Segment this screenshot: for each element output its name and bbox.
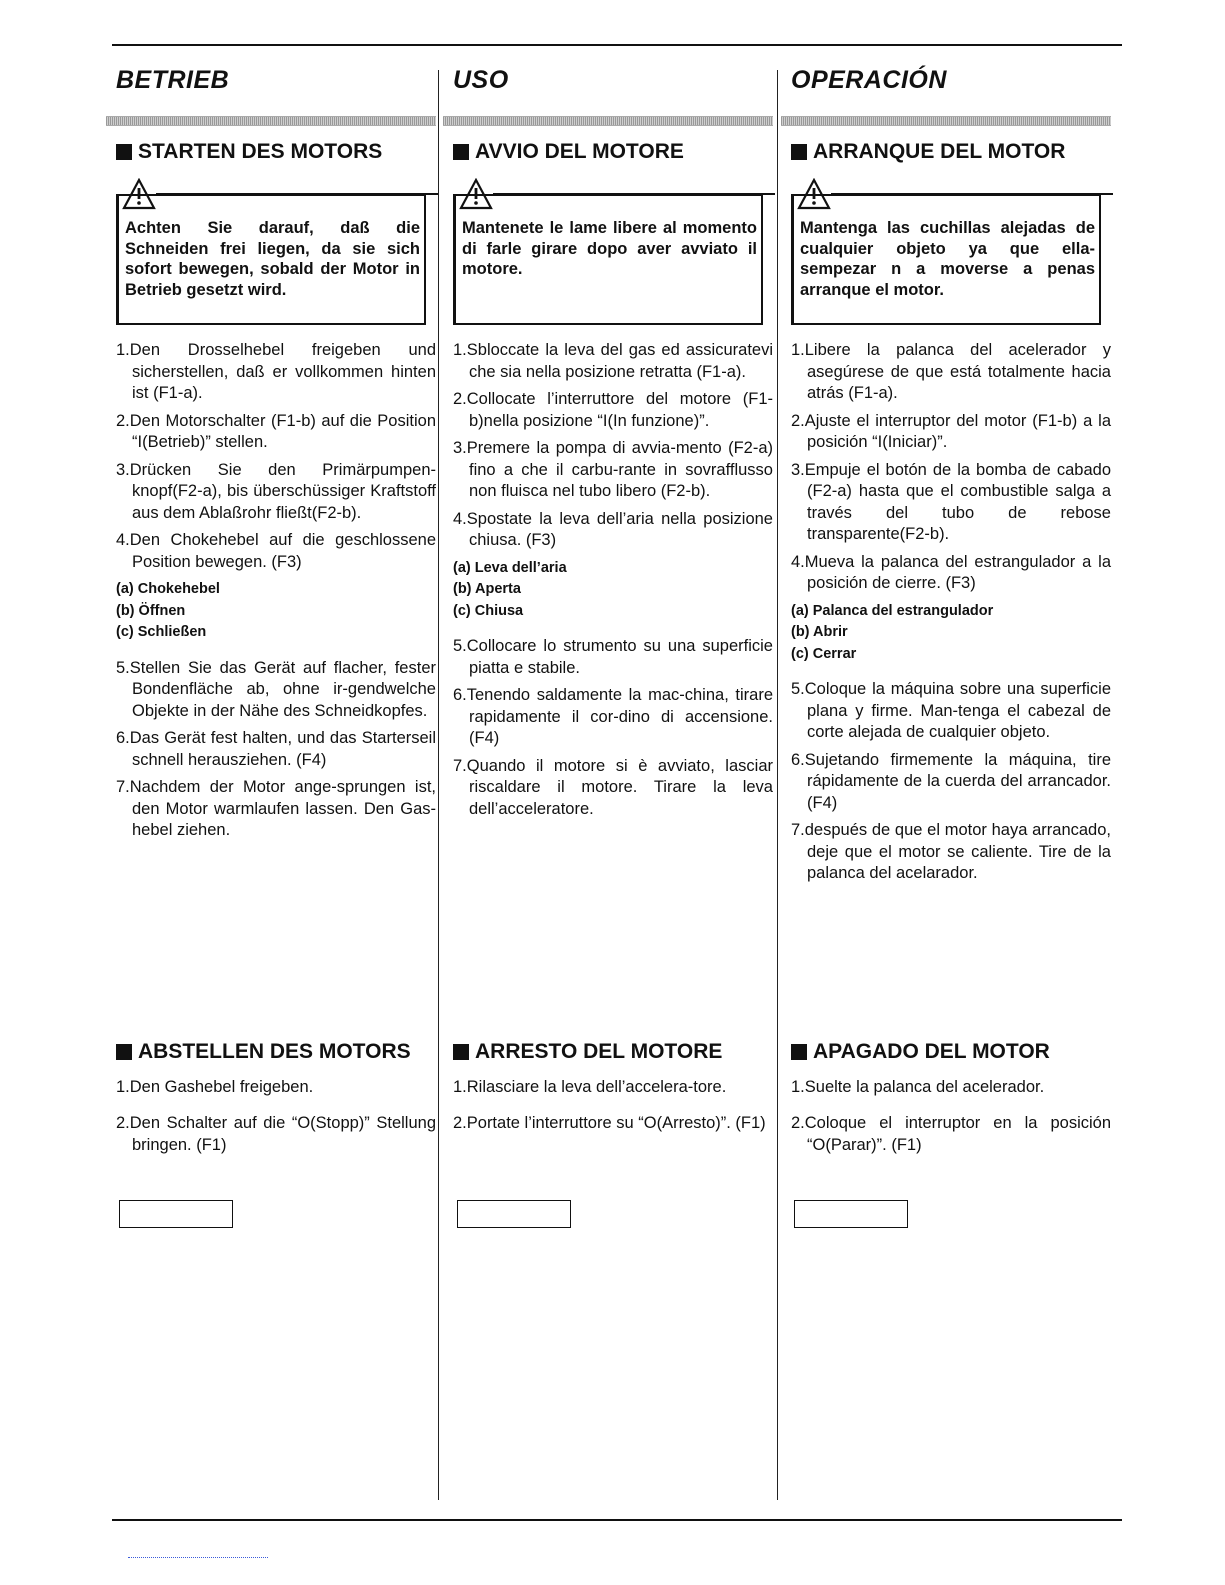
section-heading-text: ARRANQUE DEL MOTOR xyxy=(813,140,1066,163)
section-heading xyxy=(453,1040,773,1064)
figure-legend xyxy=(116,579,436,644)
list-item: 6.Sujetando firmemente la máquina, tire rápidamente de la cuerda del arrancador. (F4) xyxy=(791,750,1111,812)
square-bullet-icon xyxy=(791,1044,807,1060)
section-heading-text: ARRESTO DEL MOTORE xyxy=(475,1040,723,1063)
column-title: BETRIEB xyxy=(116,66,230,94)
list-item: 5.Stellen Sie das Gerät auf flacher, fester Bondenfläche ab, ohne ir-gendwelche Objekte in der Nähe des Schneidkopfes. xyxy=(116,658,436,720)
stop-steps xyxy=(453,1076,773,1134)
legend-item: (c) Schließen xyxy=(116,624,207,640)
column-divider xyxy=(438,70,439,1500)
legend-item: (b) Öffnen xyxy=(116,602,186,619)
legend-item: (c) Chiusa xyxy=(453,602,524,619)
figure-reference-box xyxy=(457,1200,571,1228)
column-title: USO xyxy=(453,66,509,94)
list-item: 4.Spostate la leva dell’aria nella posizione chiusa. (F3) xyxy=(453,509,773,549)
warning-frame xyxy=(791,194,1101,325)
list-item: 5.Coloque la máquina sobre una superficie plana y firme. Man-tenga el cabezal de corte alejada de cualquier objeto. xyxy=(791,680,1111,741)
list-item: 2.Den Motorschalter (F1-b) auf die Position “I(Betrieb)” stellen. xyxy=(116,411,436,451)
section-heading xyxy=(116,140,436,164)
stop-steps xyxy=(791,1076,1111,1156)
start-steps-continued xyxy=(791,679,1111,885)
square-bullet-icon xyxy=(116,1044,132,1060)
legend-item: (a) Leva dell’aria xyxy=(453,559,567,576)
list-item: 7.Nachdem der Motor ange-sprungen ist, den Motor warmlaufen lassen. Den Gas-hebel ziehen. xyxy=(116,778,436,839)
legend-item: (b) Abrir xyxy=(791,624,848,640)
stop-section-spanish xyxy=(791,1040,1111,1170)
start-steps xyxy=(791,340,1111,595)
hatched-divider xyxy=(781,116,1111,126)
legend-item: (c) Cerrar xyxy=(791,645,857,662)
list-item: 1.Suelte la palanca del acelerador. xyxy=(791,1078,1045,1096)
list-item: 1.Den Drosselhebel freigeben und sicherstellen, daß er vollkommen hinten ist (F1-a). xyxy=(116,341,436,402)
square-bullet-icon xyxy=(791,144,807,160)
legend-item: (a) Palanca del estrangulador xyxy=(791,602,994,619)
column-italian xyxy=(453,66,773,826)
list-item: 2.Den Schalter auf die “O(Stopp)” Stellung bringen. (F1) xyxy=(116,1114,436,1154)
section-heading-text: APAGADO DEL MOTOR xyxy=(813,1040,1050,1063)
list-item: 2.Portate l’interruttore su “O(Arresto)”. (F1) xyxy=(453,1114,766,1132)
section-heading xyxy=(453,140,773,164)
column-german xyxy=(116,66,436,848)
stop-section-german xyxy=(116,1040,436,1170)
list-item: 1.Libere la palanca del acelerador y asegúrese de que está totalmente hacia atrás (F1-a). xyxy=(791,341,1111,402)
list-item: 4.Mueva la palanca del estrangulador a la posición de cierre. (F3) xyxy=(791,552,1111,592)
square-bullet-icon xyxy=(453,144,469,160)
warning-frame xyxy=(116,194,426,325)
list-item: 4.Den Chokehebel auf die geschlossene Position bewegen. (F3) xyxy=(116,531,436,571)
warning-box xyxy=(791,178,1111,326)
list-item: 3.Drücken Sie den Primärpumpen-knopf(F2-a), bis überschüssiger Kraftstoff aus dem Ablaßrohr fließt(F2-b). xyxy=(116,460,436,522)
legend-item: (a) Chokehebel xyxy=(116,581,220,597)
legend-item: (b) Aperta xyxy=(453,581,521,597)
list-item: 7.Quando il motore si è avviato, lasciar riscaldare il motore. Tirare la leva dell’acceleratore. xyxy=(453,756,773,818)
list-item: 1.Sbloccate la leva del gas ed assicuratevi che sia nella posizione retratta (F1-a). xyxy=(453,341,773,381)
section-heading-text: ABSTELLEN DES MOTORS xyxy=(138,1040,411,1063)
section-heading-text: STARTEN DES MOTORS xyxy=(138,140,383,163)
section-heading xyxy=(116,1040,436,1064)
section-heading xyxy=(791,1040,1111,1064)
figure-legend xyxy=(453,558,773,623)
list-item: 2.Ajuste el interruptor del motor (F1-b) a la posición “I(Iniciar)”. xyxy=(791,411,1111,451)
start-steps-continued xyxy=(116,658,436,842)
list-item: 7.después de que el motor haya arrancado, deje que el motor se caliente. Tire de la palanca del acelarador. xyxy=(791,821,1111,882)
square-bullet-icon xyxy=(453,1044,469,1060)
hatched-divider xyxy=(443,116,773,126)
warning-box xyxy=(116,178,436,326)
list-item: 2.Coloque el interruptor en la posición “O(Parar)”. (F1) xyxy=(791,1114,1111,1154)
list-item: 3.Empuje el botón de la bomba de cabado (F2-a) hasta que el combustible salga a través del tubo de rebose transparente(F2-b). xyxy=(791,460,1111,543)
list-item: 6.Tenendo saldamente la mac-china, tirare rapidamente il cor-dino di accensione. (F4) xyxy=(453,686,773,747)
start-steps xyxy=(453,340,773,552)
column-title: OPERACIÓN xyxy=(791,66,947,94)
stop-steps xyxy=(116,1076,436,1156)
start-steps-continued xyxy=(453,636,773,820)
section-heading-text: AVVIO DEL MOTORE xyxy=(475,140,684,163)
column-divider xyxy=(777,70,778,1500)
column-spanish xyxy=(791,66,1111,891)
warning-text: Achten Sie darauf, daß die Schneiden frei liegen, da sie sich sofort bewegen, sobald der Motor in Betrieb gesetzt wird. xyxy=(125,219,420,299)
warning-box xyxy=(453,178,773,326)
figure-reference-box xyxy=(794,1200,908,1228)
hatched-divider xyxy=(106,116,436,126)
list-item: 1.Den Gashebel freigeben. xyxy=(116,1078,314,1096)
list-item: 2.Collocate l’interruttore del motore (F1-b)nella posizione “I(In funzione)”. xyxy=(453,390,773,430)
start-steps xyxy=(116,340,436,573)
section-heading xyxy=(791,140,1111,164)
figure-legend xyxy=(791,601,1111,666)
list-item: 6.Das Gerät fest halten, und das Starterseil schnell herausziehen. (F4) xyxy=(116,729,436,769)
list-item: 5.Collocare lo strumento su una superficie piatta e stabile. xyxy=(453,637,773,677)
top-rule xyxy=(112,44,1122,46)
list-item: 3.Premere la pompa di avvia-mento (F2-a) fino a che il carbu-rante in sovrafflusso non fluisca nel tubo libero (F2-b). xyxy=(453,439,773,500)
square-bullet-icon xyxy=(116,144,132,160)
list-item: 1.Rilasciare la leva dell’accelera-tore. xyxy=(453,1078,727,1096)
warning-frame xyxy=(453,194,763,325)
footer-dotted-underline xyxy=(128,1557,268,1558)
bottom-rule xyxy=(112,1519,1122,1521)
warning-text: Mantenga las cuchillas alejadas de cualquier objeto ya que ella-sempezar n a moverse a penas arranque el motor. xyxy=(800,219,1095,299)
stop-section-italian xyxy=(453,1040,773,1148)
figure-reference-box xyxy=(119,1200,233,1228)
warning-text: Mantenete le lame libere al momento di farle girare dopo aver avviato il motore. xyxy=(462,219,757,278)
